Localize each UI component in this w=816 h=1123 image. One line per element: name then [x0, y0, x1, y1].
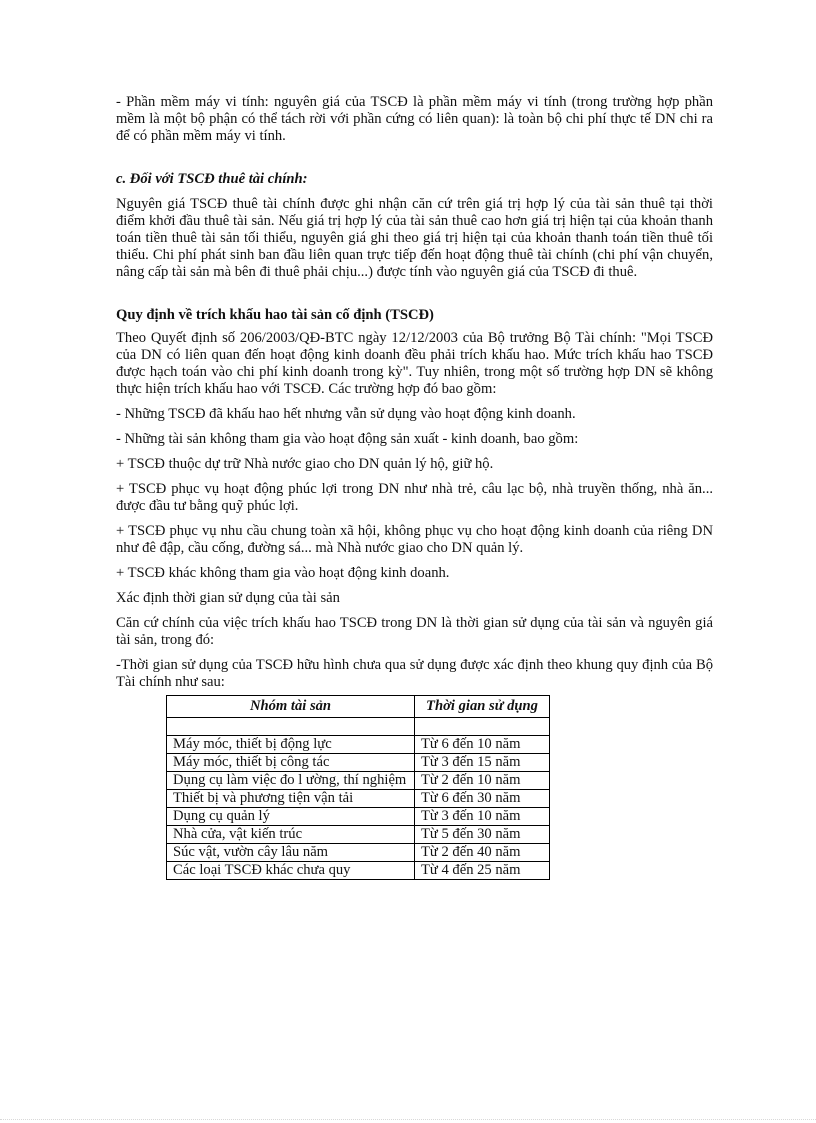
table-cell: Từ 2 đến 40 năm [415, 844, 550, 862]
table-header-usage-time: Thời gian sử dụng [415, 696, 550, 718]
table-cell: Dụng cụ quản lý [167, 808, 415, 826]
table-cell: Từ 3 đến 15 năm [415, 754, 550, 772]
table-cell: Nhà cửa, vật kiến trúc [167, 826, 415, 844]
table-cell: Từ 3 đến 10 năm [415, 808, 550, 826]
subheading-usage-time: Xác định thời gian sử dụng của tài sản [116, 590, 340, 606]
table-row [167, 754, 550, 772]
list-item: + TSCĐ phục vụ hoạt động phúc lợi trong DN như nhà trẻ, câu lạc bộ, nhà truyền thống, nhà ăn... được đầu tư bằng quỹ phúc lợi. [116, 481, 713, 514]
depreciation-heading: Quy định về trích khấu hao tài sản cố định (TSCĐ) [116, 307, 434, 323]
table-cell: Từ 2 đến 10 năm [415, 772, 550, 790]
list-item: -Thời gian sử dụng của TSCĐ hữu hình chưa qua sử dụng được xác định theo khung quy định của Bộ Tài chính như sau: [116, 657, 713, 690]
depreciation-intro: Theo Quyết định số 206/2003/QĐ-BTC ngày 12/12/2003 của Bộ trưởng Bộ Tài chính: "Mọi TSCĐ của DN có liên quan đến hoạt động kinh doanh đều phải trích khấu hao. Mức trích khấu hao TSCĐ được hạch toán vào chi phí kinh doanh trong kỳ". Tuy nhiên, trong một số trường hợp DN sẽ không thực hiện trích khấu hao với TSCĐ. Các trường hợp đó bao gồm: [116, 330, 713, 397]
table-cell: Máy móc, thiết bị công tác [167, 754, 415, 772]
table-cell: Từ 5 đến 30 năm [415, 826, 550, 844]
table-cell: Thiết bị và phương tiện vận tải [167, 790, 415, 808]
list-item: - Những TSCĐ đã khấu hao hết nhưng vẫn sử dụng vào hoạt động kinh doanh. [116, 406, 576, 422]
table-row [167, 736, 550, 754]
list-item: Căn cứ chính của việc trích khấu hao TSCĐ trong DN là thời gian sử dụng của tài sản và nguyên giá tài sản, trong đó: [116, 615, 713, 648]
list-item: + TSCĐ phục vụ nhu cầu chung toàn xã hội, không phục vụ cho hoạt động kinh doanh của riêng DN như đê đập, cầu cống, đường sá... mà Nhà nước giao cho DN quản lý. [116, 523, 713, 556]
table-row [167, 718, 550, 736]
table-cell: Máy móc, thiết bị động lực [167, 736, 415, 754]
section-c-heading: c. Đối với TSCĐ thuê tài chính: [116, 171, 308, 187]
table-cell: Từ 6 đến 10 năm [415, 736, 550, 754]
paragraph-software: - Phần mềm máy vi tính: nguyên giá của TSCĐ là phần mềm máy vi tính (trong trường hợp phần mềm là một bộ phận có thể tách rời với phần cứng có liên quan): là toàn bộ chi phí thực tế DN chi ra để có phần mềm máy vi tính. [116, 94, 713, 144]
table-row [167, 772, 550, 790]
table-header-row [167, 696, 550, 718]
table-cell: Từ 4 đến 25 năm [415, 862, 550, 880]
asset-lifetime-table [166, 695, 550, 880]
table-cell: Súc vật, vườn cây lâu năm [167, 844, 415, 862]
list-item: + TSCĐ khác không tham gia vào hoạt động kinh doanh. [116, 565, 450, 581]
table-row [167, 844, 550, 862]
table-cell: Các loại TSCĐ khác chưa quy [167, 862, 415, 880]
table-cell: Dụng cụ làm việc đo l ường, thí nghiệm [167, 772, 415, 790]
table-row [167, 808, 550, 826]
table-header-asset-group: Nhóm tài sản [167, 696, 415, 718]
document-page [116, 94, 713, 880]
table-row [167, 862, 550, 880]
list-item: - Những tài sản không tham gia vào hoạt động sản xuất - kinh doanh, bao gồm: [116, 431, 579, 447]
table-row [167, 790, 550, 808]
page-bottom-divider [0, 1119, 816, 1120]
table-row [167, 826, 550, 844]
section-c-body: Nguyên giá TSCĐ thuê tài chính được ghi nhận căn cứ trên giá trị hợp lý của tài sản thuê tại thời điểm khởi đầu thuê tài sản. Nếu giá trị hợp lý của tài sản thuê cao hơn giá trị hiện tại của khoản thanh toán tiền thuê tài sản tối thiểu, nguyên giá ghi theo giá trị hiện tại của khoản thanh toán tiền thuê tối thiểu. Chi phí phát sinh ban đầu liên quan trực tiếp đến hoạt động thuê tài chính (chi phí vận chuyển, nâng cấp tài sản mà bên đi thuê phải chịu...) được tính vào nguyên giá của TSCĐ đi thuê. [116, 196, 713, 280]
list-item: + TSCĐ thuộc dự trữ Nhà nước giao cho DN quản lý hộ, giữ hộ. [116, 456, 494, 472]
table-cell: Từ 6 đến 30 năm [415, 790, 550, 808]
